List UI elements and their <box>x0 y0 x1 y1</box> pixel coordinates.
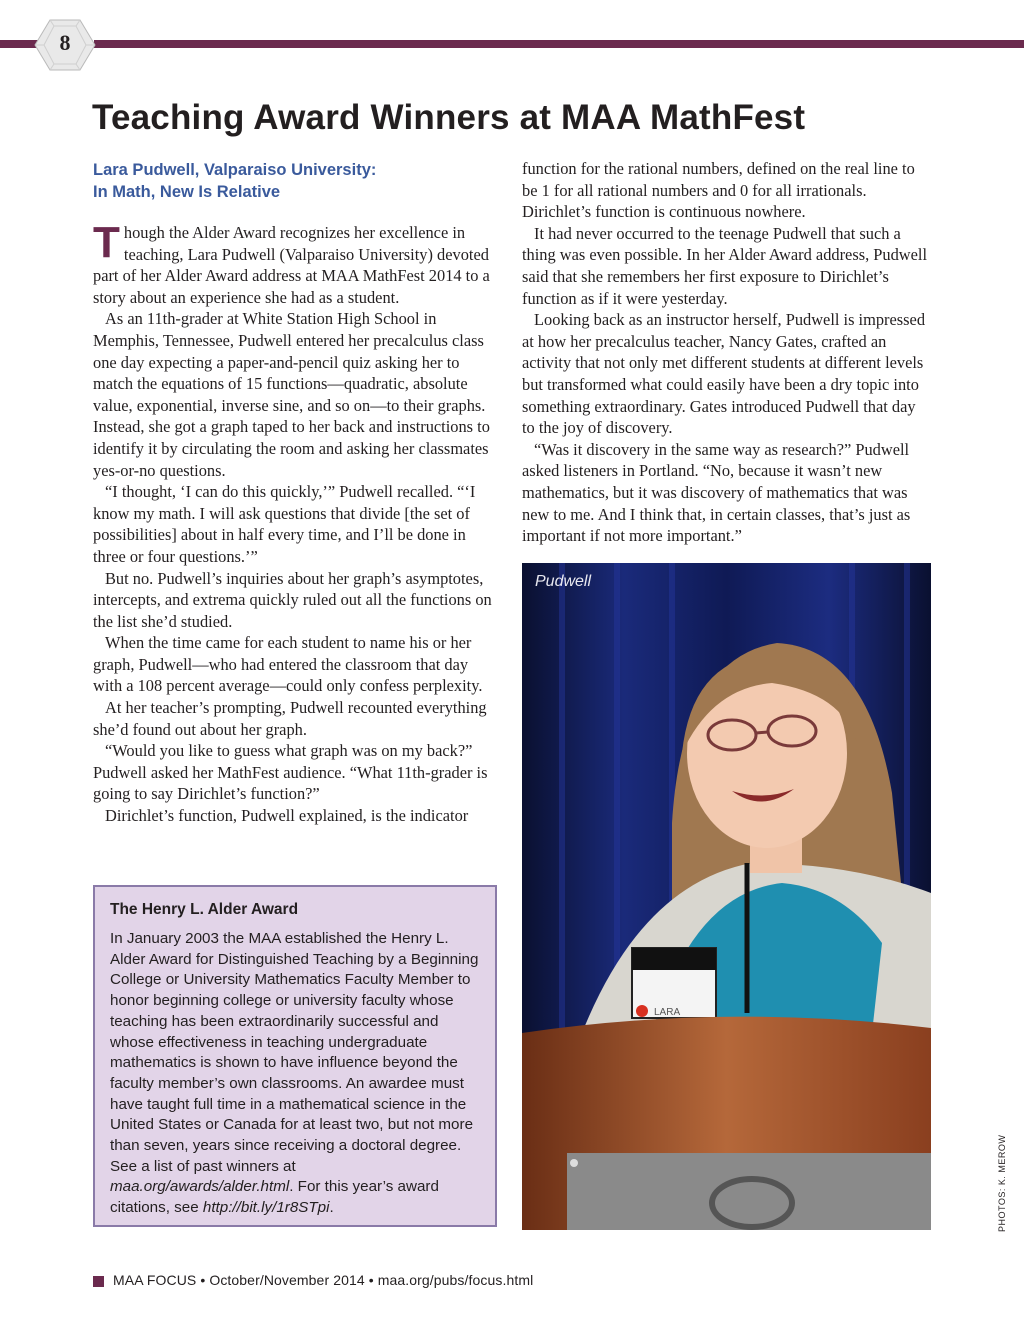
speaker-illustration <box>522 563 931 1230</box>
footer-text: MAA FOCUS • October/November 2014 • maa.org/pubs/focus.html <box>113 1272 534 1288</box>
page-number: 8 <box>59 30 71 55</box>
paragraph: Dirichlet’s function, Pudwell explained, is the indicator <box>105 806 469 826</box>
sidebar-body: In January 2003 the MAA established the Henry L. Alder Award for Distinguished Teaching by a Beginning College or University Mathematics Faculty Member to honor beginning college or university faculty whose teaching has been extraordinarily successful and whose effectiveness in teaching undergraduate mathematics is shown to have influence beyond the faculty member’s own classrooms. An awardee must have taught full time in a mathematical science in the United States or Canada for at least two, but not more than seven, years since receiving a doctoral degree. See a list of past winners at maa.org/awards/alder.html. For this year’s award citations, see http://bit.ly/1r8STpi. <box>110 930 479 1217</box>
drop-cap: T <box>93 218 120 267</box>
article-column-2 <box>522 158 930 547</box>
paragraph: It had never occurred to the teenage Pudwell that such a thing was even possible. In her Alder Award address, Pudwell said that she remembers her first exposure to Dirichlet’s function as if it were yesterday. <box>522 223 927 308</box>
footer-square-icon <box>93 1276 104 1287</box>
photo-credit: PHOTOS: K. MEROW <box>997 1134 1007 1232</box>
citation-link[interactable]: http://bit.ly/1r8STpi <box>202 1199 330 1217</box>
paragraph: “Would you like to guess what graph was on my back?” Pudwell asked her MathFest audience. “What 11th-grader is going to say Dirichlet’s function?” <box>93 741 488 804</box>
article-subtitle <box>93 159 493 203</box>
header-rule-right <box>94 40 1024 48</box>
badge-text: LARA <box>654 1007 681 1018</box>
paragraph: As an 11th-grader at White Station High School in Memphis, Tennessee, Pudwell entered her precalculus class one day expecting a paper-and-pencil quiz asking her to match the equations of 15 functions—quadratic, absolute value, exponential, inverse sine, and so on—to their graphs. Instead, she got a graph taped to her back and instructions to identify it by circulating the room and asking her classmates yes-or-no questions. <box>93 309 490 480</box>
paragraph: Looking back as an instructor herself, Pudwell is impressed at how her precalculus teacher, Nancy Gates, crafted an activity that not only met different students at different levels but transformed what could easily have been a dry topic into something extraordinary. Gates introduced Pudwell that day to the joy of discovery. <box>522 310 926 438</box>
awards-link[interactable]: maa.org/awards/alder.html <box>110 1178 290 1196</box>
paragraph: When the time came for each student to name his or her graph, Pudwell—who had entered the classroom that day with a 108 percent average—could only confess perplexity. <box>93 633 483 696</box>
paragraph: “Was it discovery in the same way as research?” Pudwell asked listeners in Portland. “No, because it wasn’t new mathematics, but it was discovery of mathematics that was new to me. And I think that, in certain classes, that’s just as important if not more important.” <box>522 439 911 546</box>
sidebar-title: The Henry L. Alder Award <box>110 901 299 918</box>
paragraph: At her teacher’s prompting, Pudwell recounted everything she’d found out about her graph. <box>93 698 487 739</box>
paragraph: function for the rational numbers, defined on the real line to be 1 for all rational numbers and 0 for all irrationals. Dirichlet’s function is continuous nowhere. <box>522 159 915 222</box>
subtitle-line-2: In Math, New Is Relative <box>93 183 281 201</box>
article-title: Teaching Award Winners at MAA MathFest <box>92 98 806 137</box>
speaker-photo <box>522 563 931 1230</box>
paragraph: “I thought, ‘I can do this quickly,’” Pudwell recalled. “‘I know my math. I will ask questions that divide [the set of possibilities] about in half every time, and I’ll be done in three or four questions.’” <box>93 482 476 566</box>
article-column-1 <box>93 218 500 827</box>
paragraph: Though the Alder Award recognizes her excellence in teaching, Lara Pudwell (Valparaiso University) devoted part of her Alder Award address at MAA MathFest 2014 to a story about an experience she had as a student. <box>93 218 490 307</box>
page-number-badge <box>34 18 96 72</box>
paragraph: But no. Pudwell’s inquiries about her graph’s asymptotes, intercepts, and extrema quickly ruled out all the functions on the list she’d studied. <box>93 568 492 631</box>
alder-award-sidebar <box>93 885 497 1227</box>
subtitle-line-1: Lara Pudwell, Valparaiso University: <box>93 161 377 179</box>
photo-caption: Pudwell <box>535 573 592 590</box>
